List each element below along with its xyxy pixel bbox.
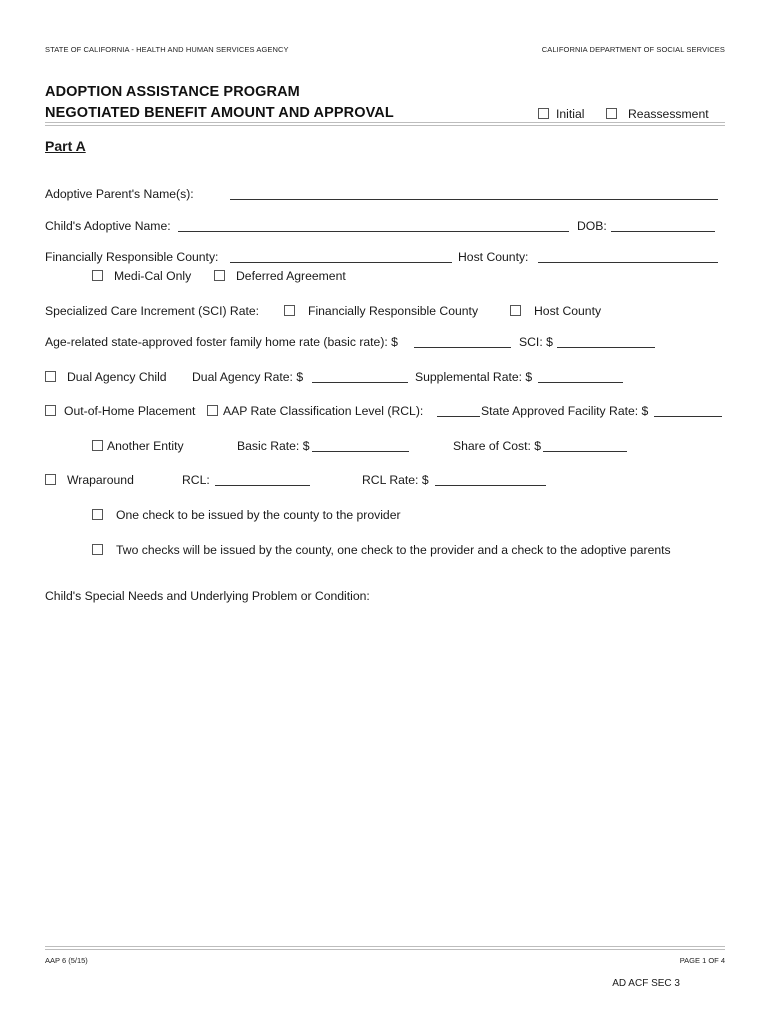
aap-rcl-field[interactable] — [437, 416, 480, 417]
reassessment-checkbox[interactable] — [606, 108, 617, 119]
initial-checkbox[interactable] — [538, 108, 549, 119]
aap-rcl-checkbox[interactable] — [207, 405, 218, 416]
footer-rule-1 — [45, 946, 725, 947]
basic-rate-label: Basic Rate: $ — [237, 439, 310, 453]
dual-agency-label: Dual Agency Child — [67, 370, 167, 384]
sci-rate-label: Specialized Care Increment (SCI) Rate: — [45, 304, 260, 318]
supp-rate-label: Supplemental Rate: $ — [415, 370, 533, 384]
dual-rate-label: Dual Agency Rate: $ — [192, 370, 304, 384]
sci-host-county-label: Host County — [534, 304, 602, 318]
medi-cal-label: Medi-Cal Only — [114, 269, 192, 283]
form-id: AAP 6 (5/15) — [45, 956, 88, 965]
dual-rate-field[interactable] — [312, 382, 408, 383]
parent-names-label: Adoptive Parent's Name(s): — [45, 187, 194, 201]
parent-names-field[interactable] — [230, 199, 718, 200]
state-facility-label: State Approved Facility Rate: $ — [481, 404, 649, 418]
sci-fin-county-checkbox[interactable] — [284, 305, 295, 316]
rcl-rate-label: RCL Rate: $ — [362, 473, 429, 487]
one-check-label: One check to be issued by the county to the provider — [116, 508, 401, 522]
age-rate-field[interactable] — [414, 347, 511, 348]
title-line2: NEGOTIATED BENEFIT AMOUNT AND APPROVAL — [45, 105, 394, 121]
one-check-checkbox[interactable] — [92, 509, 103, 520]
deferred-checkbox[interactable] — [214, 270, 225, 281]
rcl-rate-field[interactable] — [435, 485, 546, 486]
child-name-field[interactable] — [178, 231, 569, 232]
child-name-label: Child's Adoptive Name: — [45, 219, 171, 233]
agency-right: CALIFORNIA DEPARTMENT OF SOCIAL SERVICES — [541, 45, 725, 54]
wraparound-checkbox[interactable] — [45, 474, 56, 485]
title-rule-1 — [45, 122, 725, 123]
wraparound-label: Wraparound — [67, 473, 134, 487]
medi-cal-checkbox[interactable] — [92, 270, 103, 281]
title-line1: ADOPTION ASSISTANCE PROGRAM — [45, 84, 300, 100]
dual-agency-checkbox[interactable] — [45, 371, 56, 382]
agency-left: STATE OF CALIFORNIA - HEALTH AND HUMAN SERVICES AGENCY — [45, 45, 289, 54]
host-county-label: Host County: — [458, 250, 529, 264]
sci-host-county-checkbox[interactable] — [510, 305, 521, 316]
another-entity-checkbox[interactable] — [92, 440, 103, 451]
state-facility-field[interactable] — [654, 416, 722, 417]
dob-field[interactable] — [611, 231, 715, 232]
dob-label: DOB: — [577, 219, 607, 233]
two-checks-checkbox[interactable] — [92, 544, 103, 555]
ooh-label: Out-of-Home Placement — [64, 404, 196, 418]
title-rule-2 — [45, 125, 725, 126]
aap-rcl-label: AAP Rate Classification Level (RCL): — [223, 404, 424, 418]
part-a-heading: Part A — [45, 138, 86, 154]
age-rate-label: Age-related state-approved foster family home rate (basic rate): $ — [45, 335, 398, 349]
special-needs-label: Child's Special Needs and Underlying Problem or Condition: — [45, 589, 370, 603]
supp-rate-field[interactable] — [538, 382, 623, 383]
initial-label: Initial — [556, 107, 585, 121]
sci-dollar-label: SCI: $ — [519, 335, 553, 349]
special-needs-textarea[interactable] — [45, 608, 725, 938]
reassessment-label: Reassessment — [628, 107, 709, 121]
rcl-field[interactable] — [215, 485, 310, 486]
share-cost-label: Share of Cost: $ — [453, 439, 542, 453]
fin-county-label: Financially Responsible County: — [45, 250, 219, 264]
section-code: AD ACF SEC 3 — [612, 978, 680, 989]
basic-rate-field[interactable] — [312, 451, 409, 452]
ooh-checkbox[interactable] — [45, 405, 56, 416]
footer-rule-2 — [45, 949, 725, 950]
page-number: PAGE 1 OF 4 — [679, 956, 725, 965]
sci-dollar-field[interactable] — [557, 347, 655, 348]
deferred-label: Deferred Agreement — [236, 269, 346, 283]
share-cost-field[interactable] — [543, 451, 627, 452]
sci-fin-county-label: Financially Responsible County — [308, 304, 479, 318]
two-checks-label: Two checks will be issued by the county, one check to the provider and a check to the adoptive parents — [116, 543, 671, 557]
another-entity-label: Another Entity — [107, 439, 184, 453]
host-county-field[interactable] — [538, 262, 718, 263]
rcl-label: RCL: — [182, 473, 210, 487]
fin-county-field[interactable] — [230, 262, 452, 263]
